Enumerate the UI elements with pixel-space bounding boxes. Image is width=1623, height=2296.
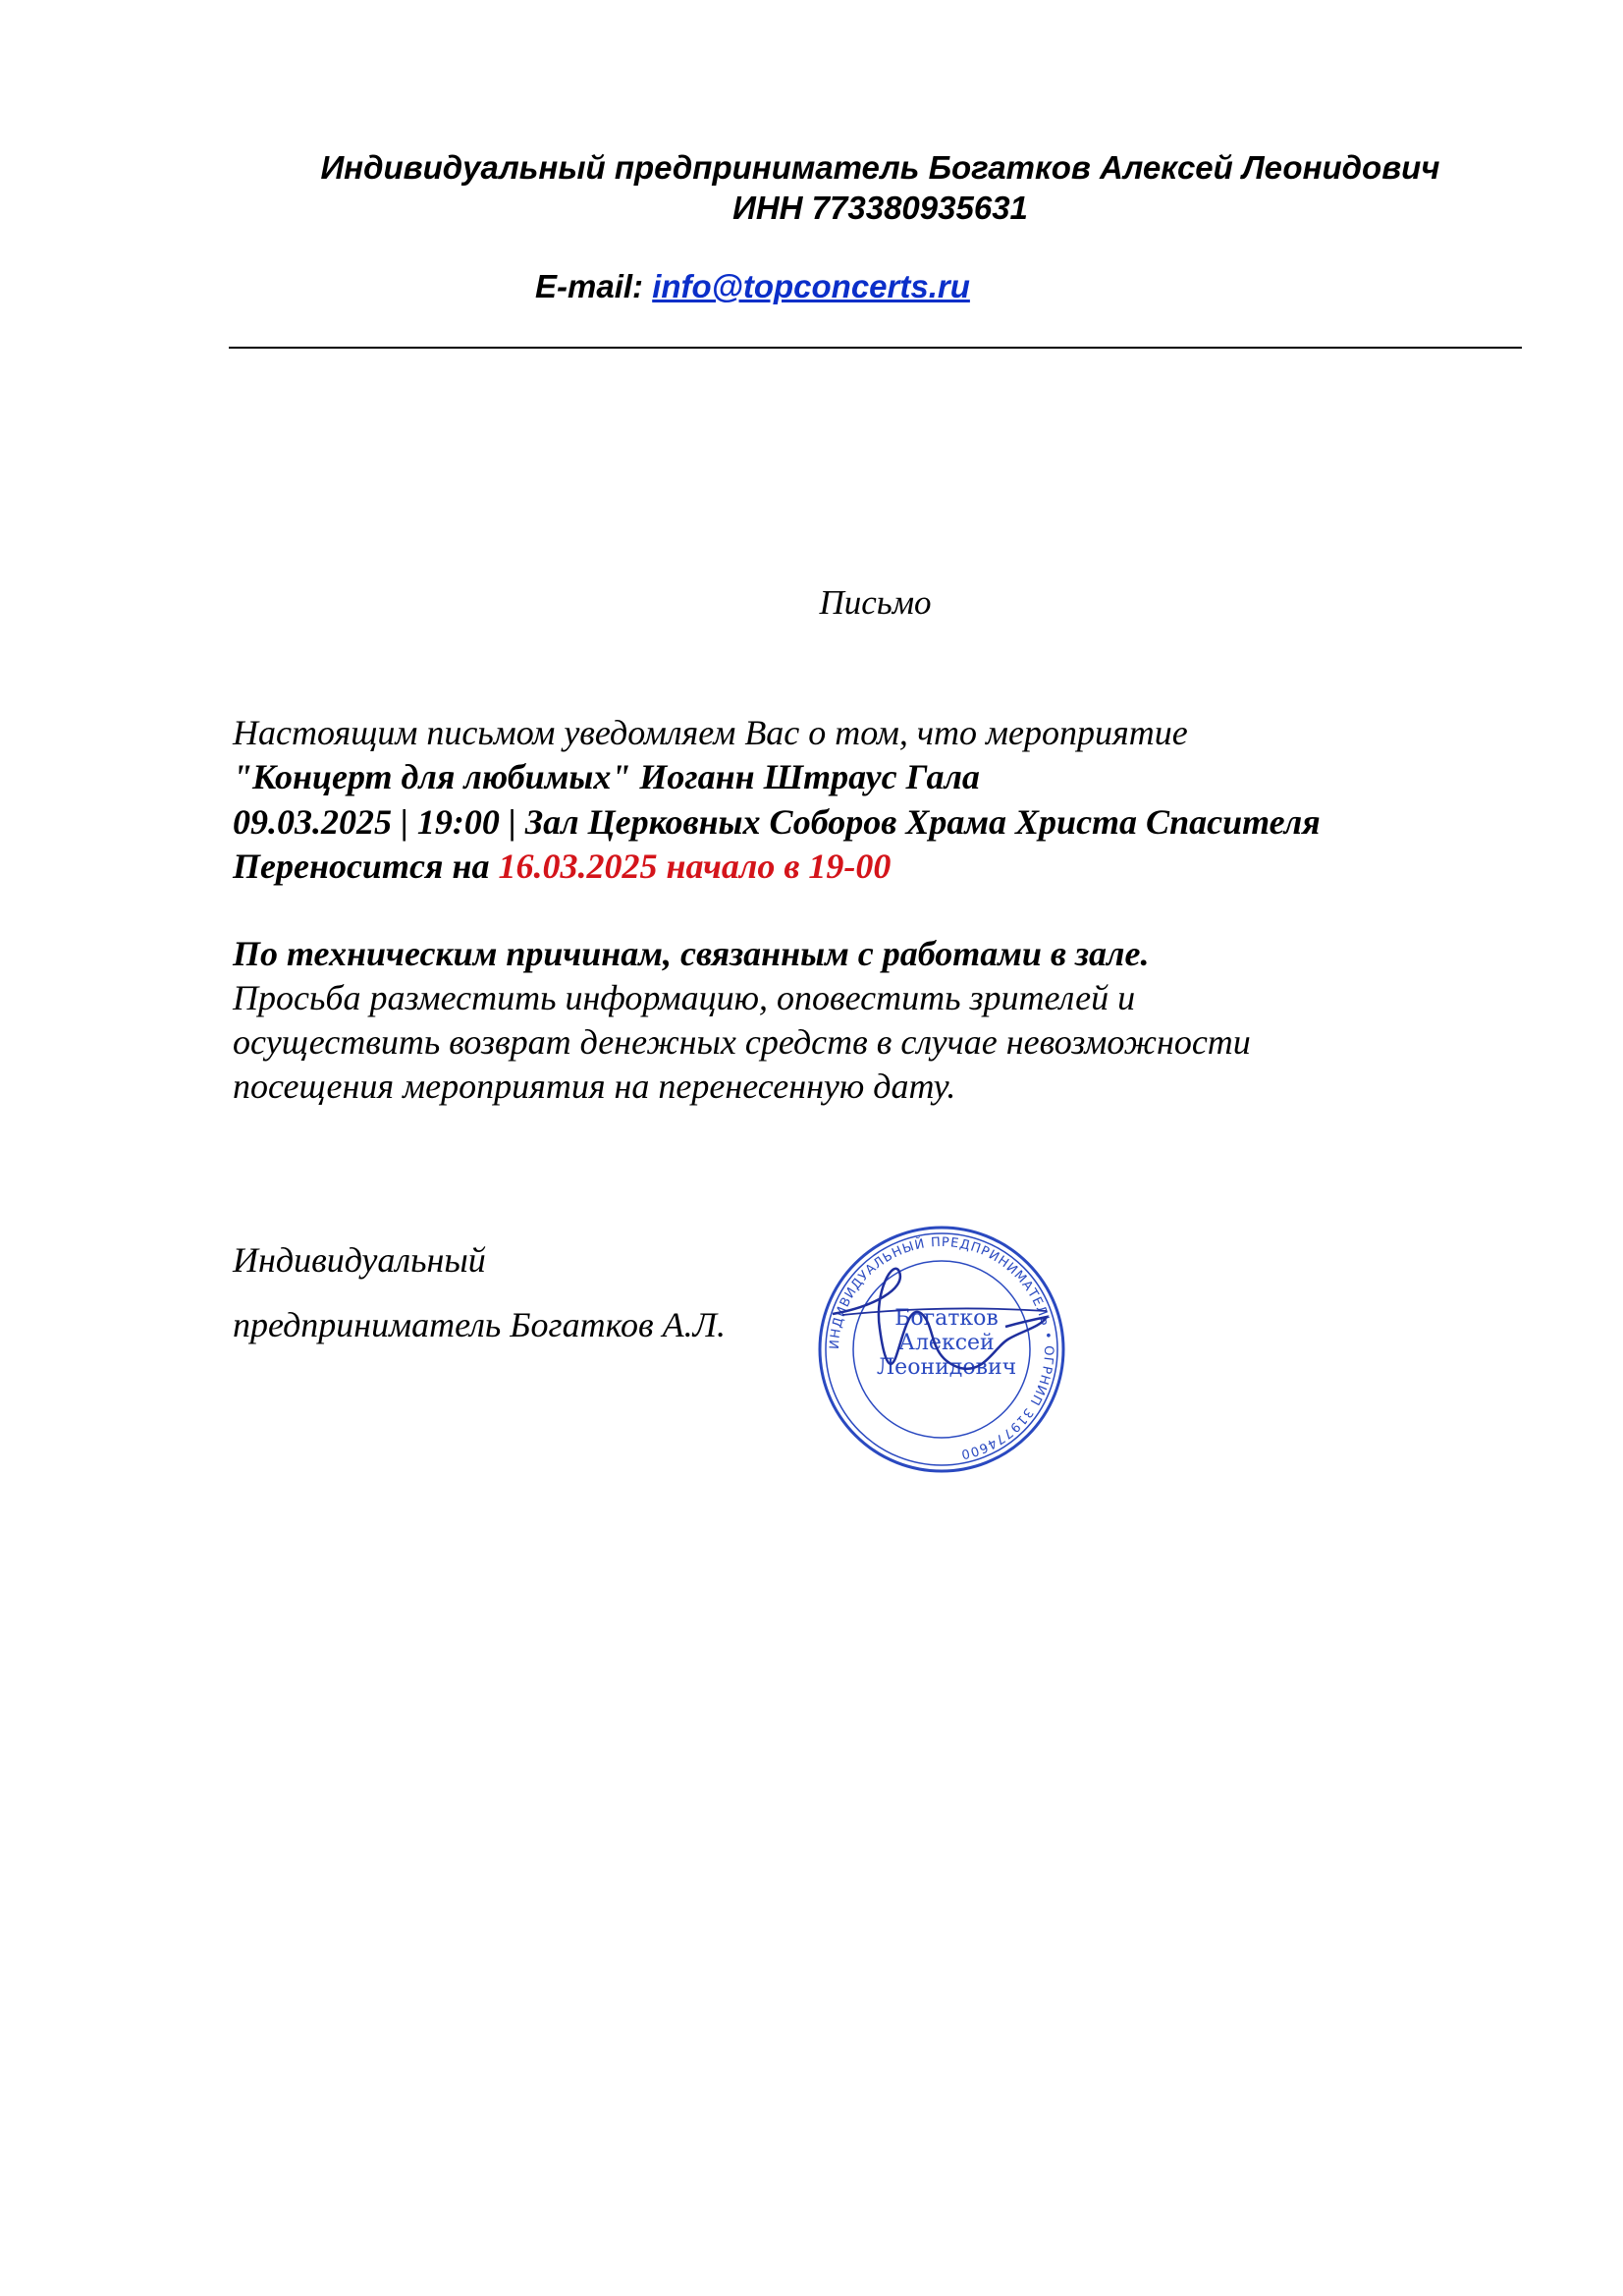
event-name: "Концерт для любимых" Иоганн Штраус Гала [233,757,980,796]
email-link[interactable]: info@topconcerts.ru [652,268,970,304]
stamp-center-line-1: Богатков [894,1306,999,1331]
reason-line: По техническим причинам, связанным с работами в зале. [233,934,1150,973]
email-label: E-mail: [535,268,644,304]
email-row [535,268,970,305]
header-divider [229,347,1522,349]
request-line-2: осуществить возврат денежных средств в случае невозможности [233,1022,1251,1062]
reschedule-prefix: Переносится на [233,847,499,886]
reschedule-line [233,848,891,884]
signature-line-2: предприниматель Богатков А.Л. [233,1305,727,1344]
stamp-center-line-2: Алексей [898,1331,995,1355]
intro-line: Настоящим письмом уведомляем Вас о том, что мероприятие [233,713,1188,752]
company-stamp [813,1221,1070,1478]
org-name: Индивидуальный предприниматель Богатков Алексей Леонидович [320,149,1440,186]
org-inn: ИНН 773380935631 [732,190,1028,226]
document-title: Письмо [819,583,932,622]
signature-line-1: Индивидуальный [233,1240,486,1280]
stamp-ring-text: ИНДИВИДУАЛЬНЫЙ ПРЕДПРИНИМАТЕЛЬ • ОГРНИП 319774600 [827,1234,1056,1462]
event-details: 09.03.2025 | 19:00 | Зал Церковных Соборов Храма Христа Спасителя [233,802,1321,842]
request-line-1: Просьба разместить информацию, оповестить зрителей и [233,978,1136,1017]
request-line-3: посещения мероприятия на перенесенную дату. [233,1066,956,1106]
stamp-center-line-3: Леонидович [876,1355,1017,1380]
reschedule-date: 16.03.2025 начало в 19-00 [498,847,892,886]
